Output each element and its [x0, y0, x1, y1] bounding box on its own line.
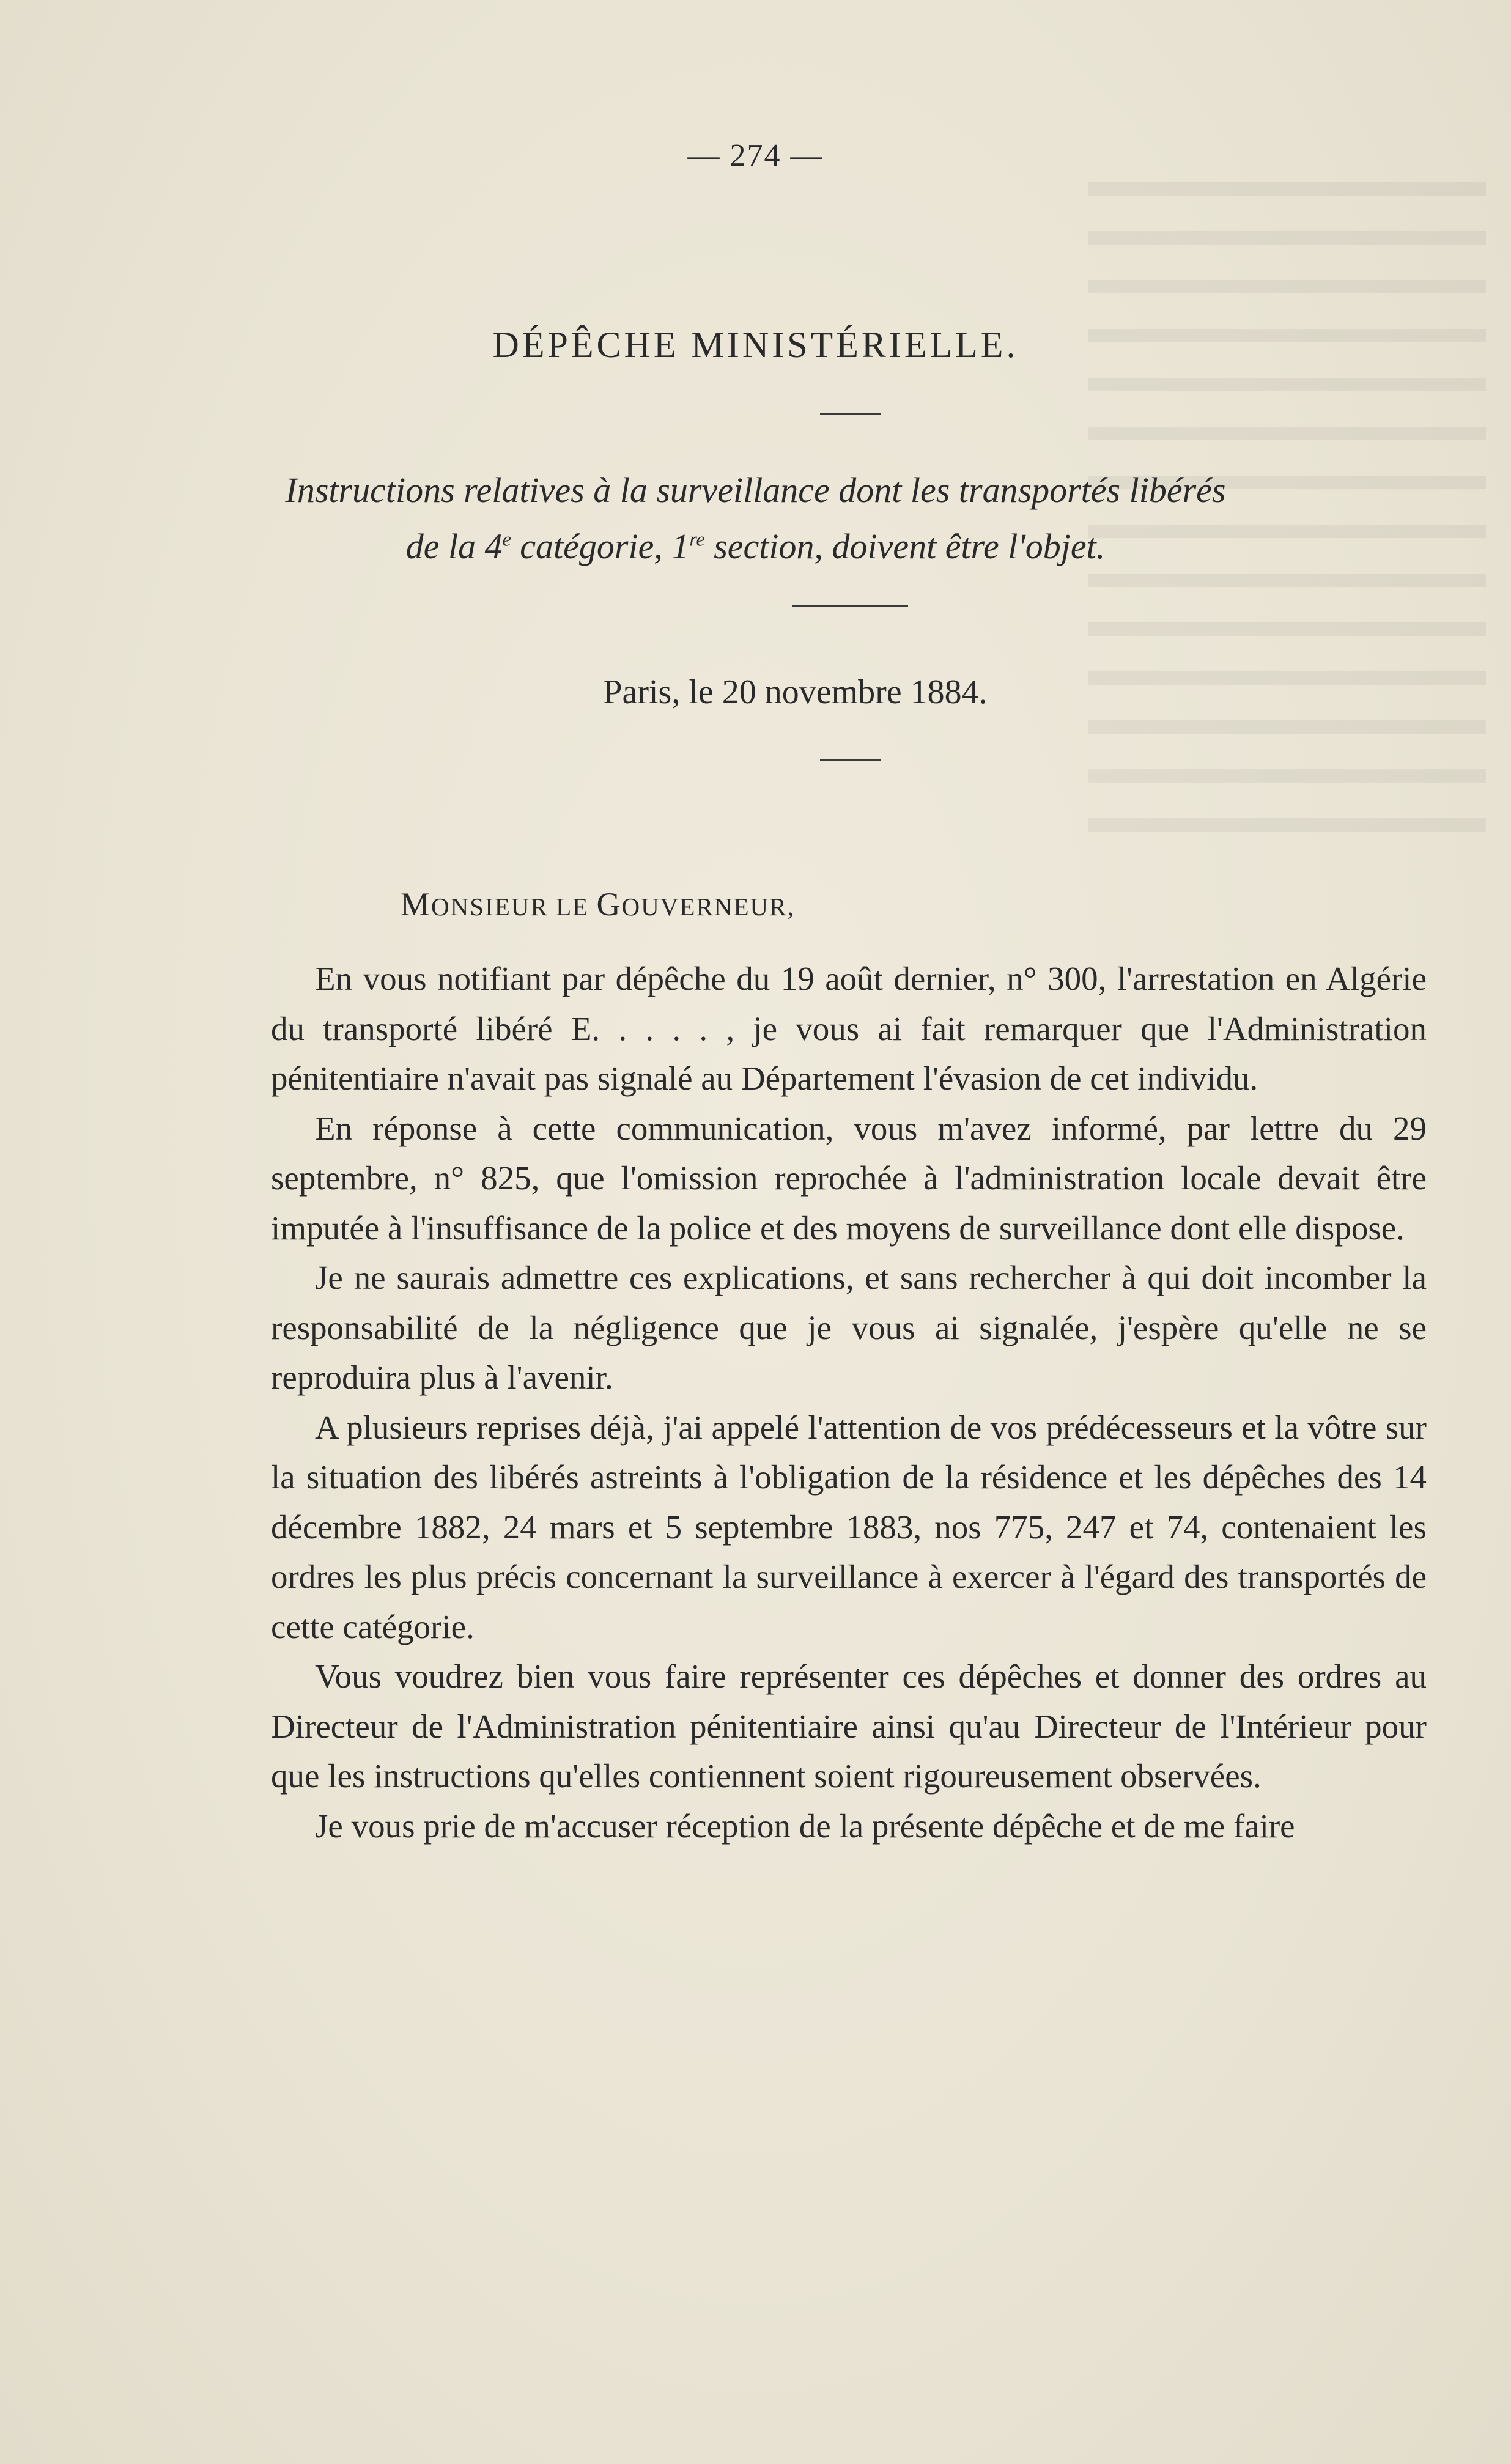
letter-body — [271, 954, 1427, 1851]
paragraph-1: En vous notifiant par dépêche du 19 août dernier, n° 300, l'arrestation en Algérie du transporté libéré E. . . . . , je vous ai fait remarquer que l'Administration pénitentiaire n'avait pas signalé au Département l'évasion de cet individu. — [271, 960, 1427, 1097]
salutation-cap-3: G — [596, 886, 622, 923]
salutation-rest-3: OUVERNEUR, — [621, 893, 795, 921]
paragraph-2: En réponse à cette communication, vous m'avez informé, par lettre du 29 septembre, n° 825, que l'omission reprochée à l'administration locale devait être imputée à l'insuffisance de la police et des moyens de surveillance dont elle dispose. — [271, 1109, 1427, 1247]
title-rule — [820, 413, 881, 415]
dateline: Paris, le 20 novembre 1884. — [603, 673, 988, 711]
subtitle-sup-re: re — [689, 528, 705, 550]
subtitle-line-2 — [0, 526, 1511, 567]
document-title: DÉPÊCHE MINISTÉRIELLE. — [492, 325, 1019, 365]
salutation-cap-1: M — [401, 886, 432, 923]
subtitle-line-2-part-b: catégorie, 1 — [511, 526, 690, 566]
subtitle-rule — [792, 605, 908, 607]
paragraph-3: Je ne saurais admettre ces explications, et sans rechercher à qui doit incomber la responsabilité de la négligence que je vous ai signalée, j'espère qu'elle ne se reproduira plus à l'avenir. — [271, 1259, 1427, 1396]
salutation-word-2: LE — [548, 893, 597, 921]
subtitle-line-2-part-c: section, doivent être l'objet. — [704, 526, 1106, 566]
subtitle-sup-e: e — [502, 528, 511, 550]
paragraph-5: Vous voudrez bien vous faire représenter ces dépêches et donner des ordres au Directeur de l'Administration pénitentiaire ainsi qu'au Directeur de l'Intérieur pour que les instructions qu'elles contiennent soient rigoureusement observées. — [271, 1658, 1427, 1795]
subtitle-line-2-part-a: de la 4 — [405, 526, 503, 566]
salutation-rest-1: ONSIEUR — [431, 893, 549, 921]
paragraph-4: A plusieurs reprises déjà, j'ai appelé l'attention de vos prédécesseurs et la vôtre sur la situation des libérés astreints à l'obligation de la résidence et les dépêches des 14 décembre 1882, 24 mars et 5 septembre 1883, nos 775, 247 et 74, contenaient les ordres les plus précis concernant la surveillance à exercer à l'égard des transportés de cette catégorie. — [271, 1408, 1427, 1645]
paragraph-6: Je vous prie de m'accuser réception de la présente dépêche et de me faire — [315, 1807, 1295, 1845]
subtitle-line-1: Instructions relatives à la surveillance dont les transportés libérés — [285, 470, 1226, 510]
date-rule — [820, 759, 881, 761]
page-number: — 274 — — [687, 138, 824, 173]
salutation — [401, 885, 795, 923]
